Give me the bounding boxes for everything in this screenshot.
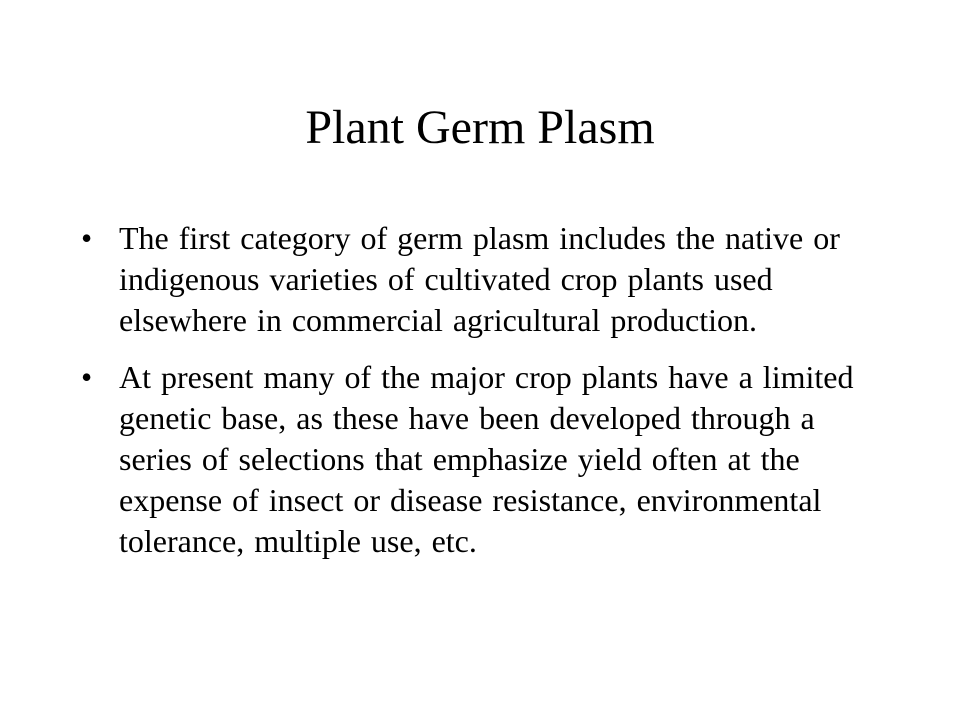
slide-title: Plant Germ Plasm [305, 101, 655, 154]
bullet-list [75, 218, 875, 578]
bullet-item-2 [75, 357, 875, 562]
bullet-marker: • [81, 359, 93, 395]
bullet-text-1: The first category of germ plasm includes the native or indigenous varieties of cultivated crop plants used elsewhere in commercial agricultural production. [119, 220, 840, 338]
bullet-text-2: At present many of the major crop plants have a limited genetic base, as these have been developed through a series of selections that emphasize yield often at the expense of insect or disease resistance, environmental tolerance, multiple use, etc. [119, 359, 854, 559]
bullet-marker: • [81, 220, 93, 256]
bullet-item-1 [75, 218, 875, 341]
